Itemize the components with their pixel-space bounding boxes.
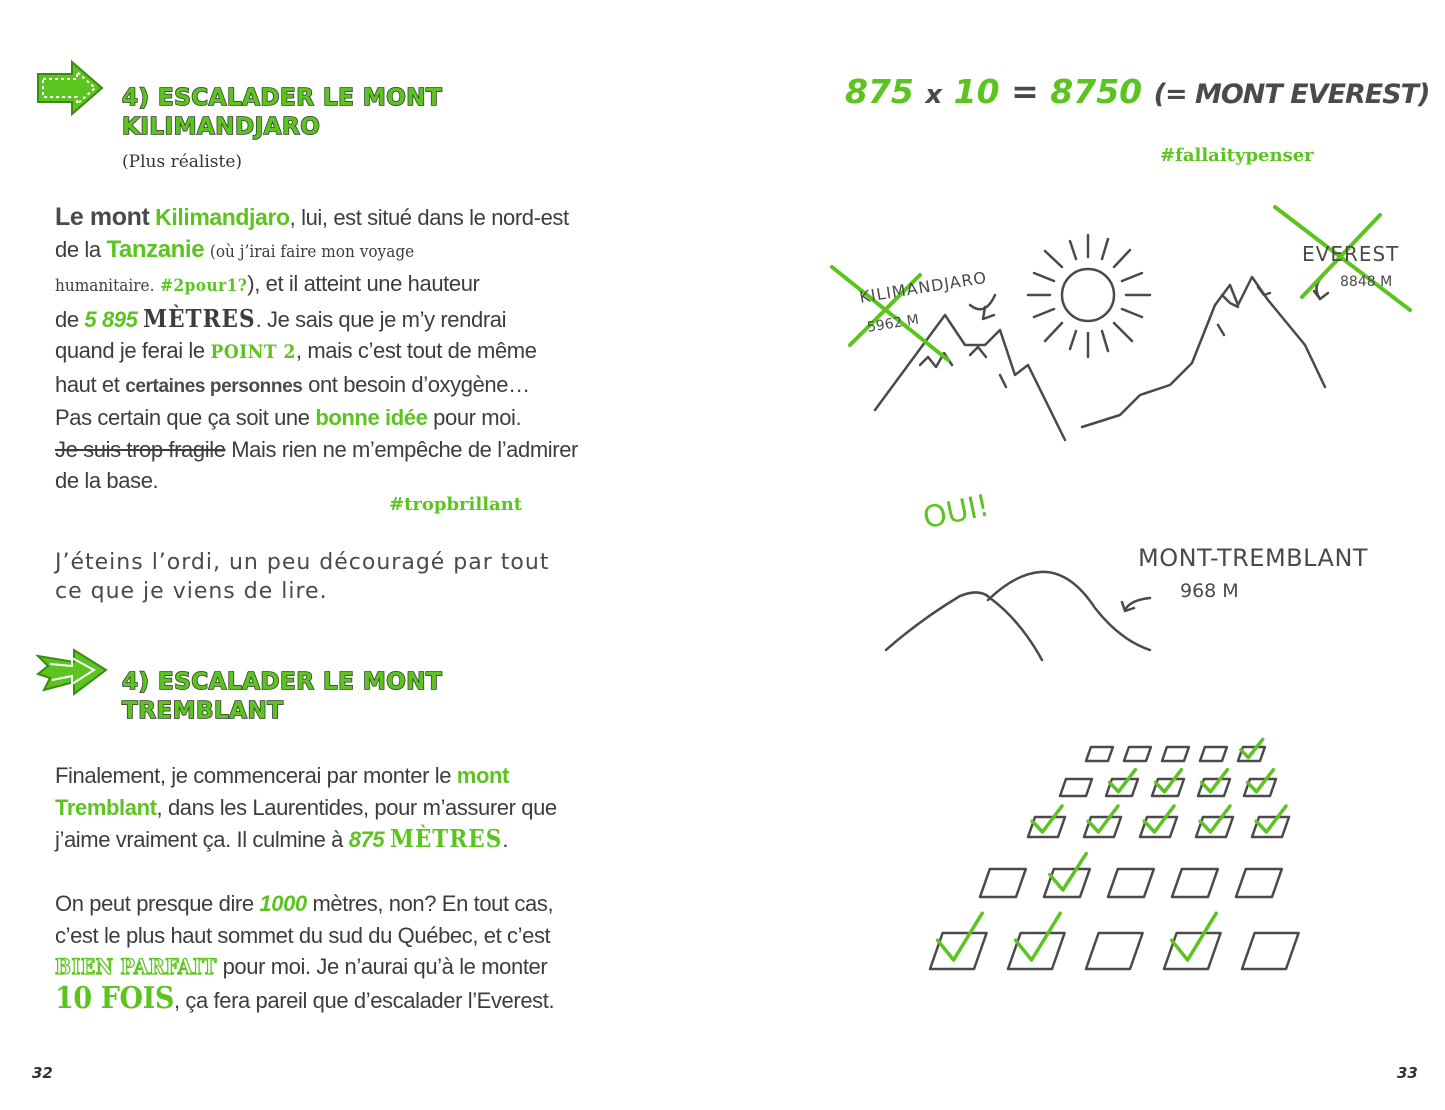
checkbox bbox=[1236, 869, 1282, 897]
check-mark-icon bbox=[1200, 806, 1230, 832]
checkbox bbox=[980, 869, 1026, 897]
checkbox bbox=[1124, 747, 1151, 761]
check-mark-icon bbox=[1241, 739, 1263, 757]
everest-height: 8848 M bbox=[1340, 274, 1393, 290]
zigzag-arrow-icon bbox=[34, 644, 110, 700]
section-title-kilimandjaro: 4) ESCALADER LE MONT KILIMANDJARO bbox=[122, 85, 443, 140]
check-mark-icon bbox=[1088, 806, 1118, 832]
check-mark-icon bbox=[938, 913, 983, 960]
everest-label: EVEREST bbox=[1302, 242, 1400, 266]
tremblant-mountain-illustration bbox=[880, 560, 1180, 670]
check-mark-icon bbox=[1110, 770, 1136, 792]
checkbox bbox=[1200, 747, 1227, 761]
hashtag-fallaitypenser: #fallaitypenser bbox=[1160, 145, 1314, 166]
check-mark-icon bbox=[1172, 913, 1217, 960]
formula: 875 x 10 = 8750 (= MONT EVEREST) bbox=[845, 72, 1430, 111]
tremblant-height: 968 M bbox=[1180, 580, 1239, 602]
checkbox bbox=[1086, 933, 1143, 969]
check-mark-icon bbox=[1156, 770, 1182, 792]
checkbox bbox=[1242, 933, 1299, 969]
check-mark-icon bbox=[1248, 770, 1274, 792]
oui-label: OUI! bbox=[920, 488, 993, 537]
check-mark-icon bbox=[1256, 806, 1286, 832]
arrow-icon bbox=[34, 58, 106, 118]
section-title-tremblant: 4) ESCALADER LE MONT TREMBLANT bbox=[122, 669, 443, 724]
check-mark-icon bbox=[1032, 806, 1062, 832]
checkbox bbox=[1162, 747, 1189, 761]
hashtag-tropbrillant: #tropbrillant bbox=[389, 494, 523, 515]
kilimandjaro-label: KILIMANDJARO bbox=[858, 267, 989, 307]
paragraph-tremblant: Finalement, je commencerai par monter le mont Tremblant, dans les Laurentides, pour m’assurer que j’aime vraiment ça. Il culmine à 875 MÈTRES. bbox=[55, 763, 557, 853]
check-mark-icon bbox=[1016, 913, 1061, 960]
checkbox-grid bbox=[900, 735, 1300, 985]
tremblant-label: MONT-TREMBLANT bbox=[1138, 544, 1369, 572]
paragraph-kilimandjaro: Le mont Kilimandjaro, lui, est situé dans le nord-est de la Tanzanie (où j’irai faire mon voyage humanitaire. #2pour1?), et il atteint une hauteur de 5 895 MÈTRES. Je sais que je m’y rendrai quand je ferai le POINT 2, mais c’est tout de même haut et certaines personnes ont besoin d’oxygène… Pas certain que ça soit une bonne idée pour moi. Je suis trop fragile Mais rien ne m’empêche de l’admirer de la base. bbox=[55, 203, 578, 493]
page-number-left: 32 bbox=[32, 1064, 53, 1082]
kilimandjaro-height: 5962 M bbox=[866, 311, 921, 336]
subtitle: (Plus réaliste) bbox=[122, 152, 243, 172]
checkbox bbox=[1172, 869, 1218, 897]
check-mark-icon bbox=[1202, 770, 1228, 792]
page-number-right: 33 bbox=[1397, 1064, 1418, 1082]
checkbox bbox=[1086, 747, 1113, 761]
paragraph-conclusion: On peut presque dire 1000 mètres, non? En tout cas, c’est le plus haut sommet du sud du Québec, et c’est BIEN PARFAIT pour moi. Je n’aurai qu’à le monter 10 FOIS, ça fera pareil que d’escalader l’Everest. bbox=[55, 891, 555, 1016]
check-mark-icon bbox=[1050, 854, 1086, 890]
checkbox bbox=[1060, 779, 1092, 796]
handwritten-note: J’éteins l’ordi, un peu découragé par tout ce que je viens de lire. bbox=[55, 550, 550, 604]
checkbox bbox=[1108, 869, 1154, 897]
check-mark-icon bbox=[1144, 806, 1174, 832]
